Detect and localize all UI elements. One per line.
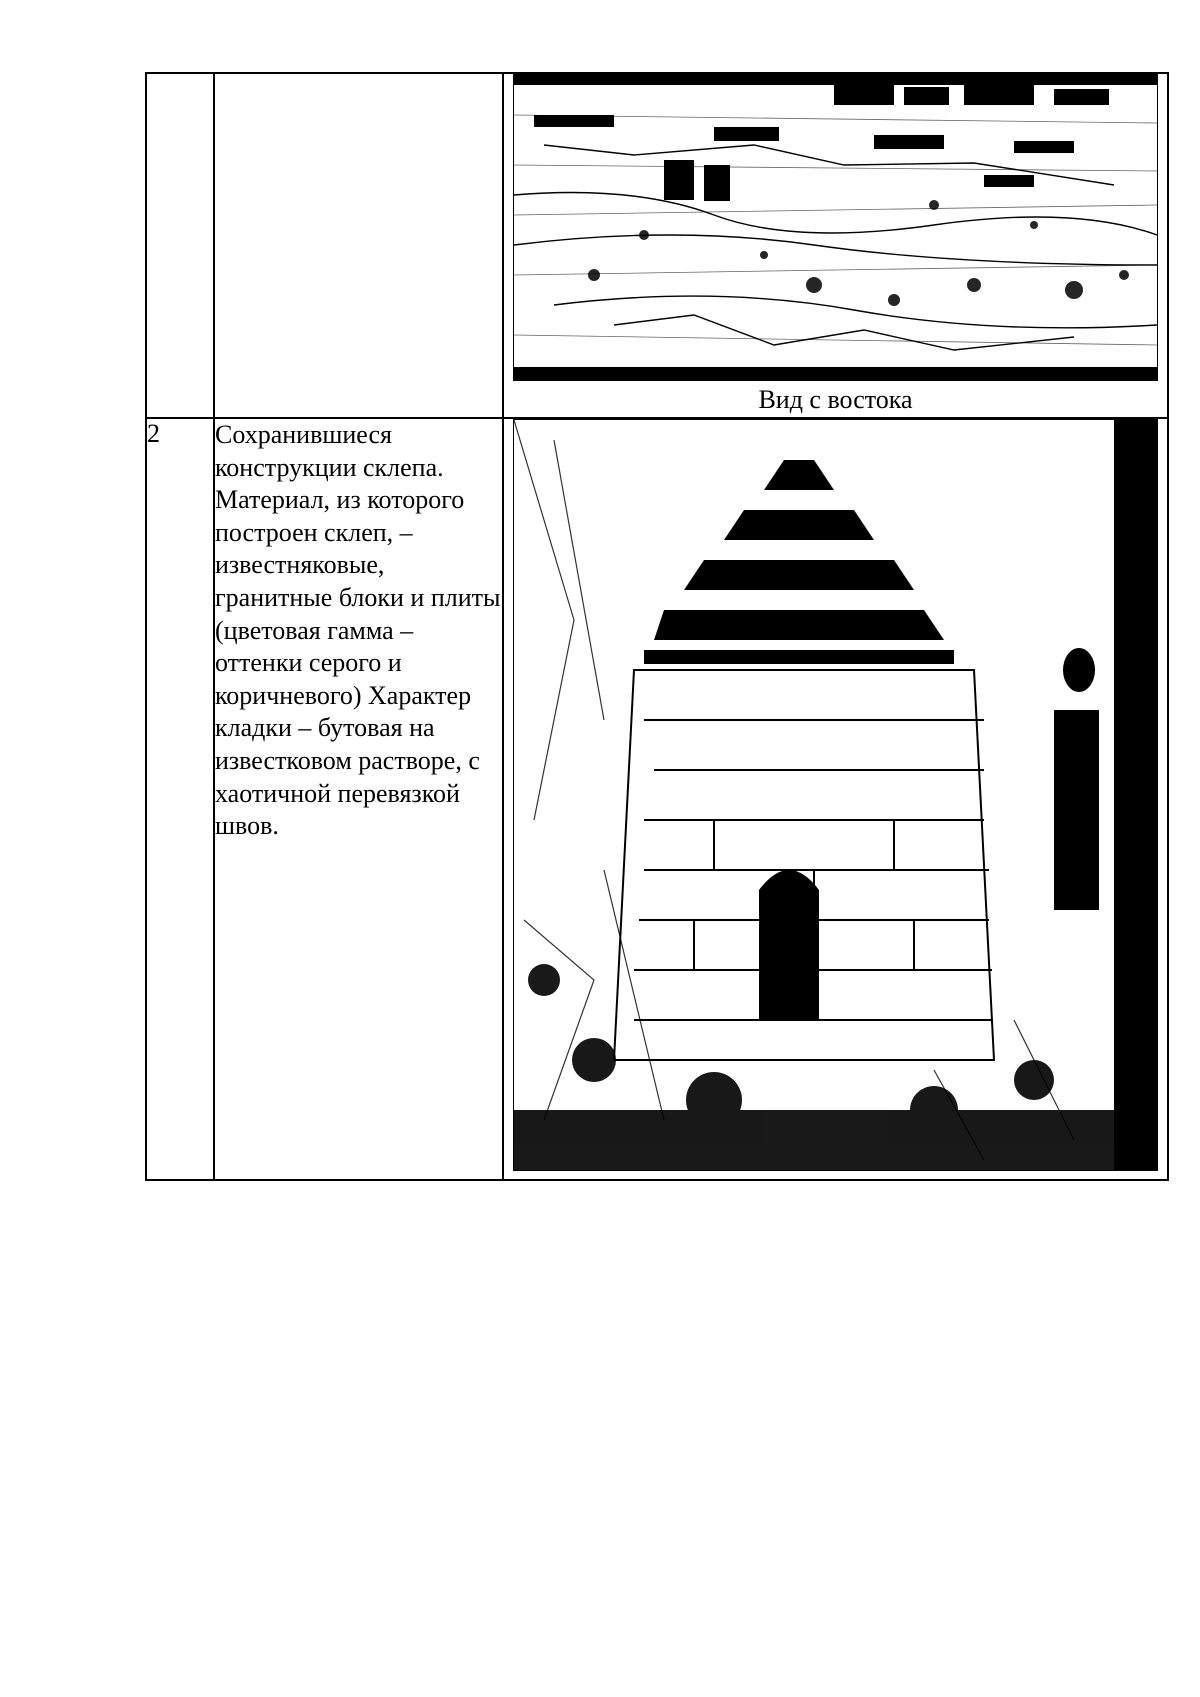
row-description-cell: Сохранившиеся конструкции склепа. Материал, из которого построен склеп, – известняковые, гранитные блоки и плиты (цветовая гамма – оттенки серого и коричневого) Характер кладки – бутовая на известковом растворе, с хаотичной перевязкой швов. (214, 418, 503, 1180)
crypt-photo (513, 419, 1158, 1171)
row-description-cell (214, 73, 503, 418)
monument-table (145, 72, 1169, 1181)
village-photo (513, 74, 1158, 381)
table-row (146, 418, 1168, 1180)
photo-cell (503, 418, 1168, 1180)
row-number-cell: 2 (146, 418, 214, 1180)
photo-wrapper (504, 74, 1167, 417)
row-number-cell (146, 73, 214, 418)
table-row (146, 73, 1168, 418)
photo-caption: Вид с востока (758, 385, 913, 414)
photo-cell (503, 73, 1168, 418)
doorway (759, 870, 819, 1020)
